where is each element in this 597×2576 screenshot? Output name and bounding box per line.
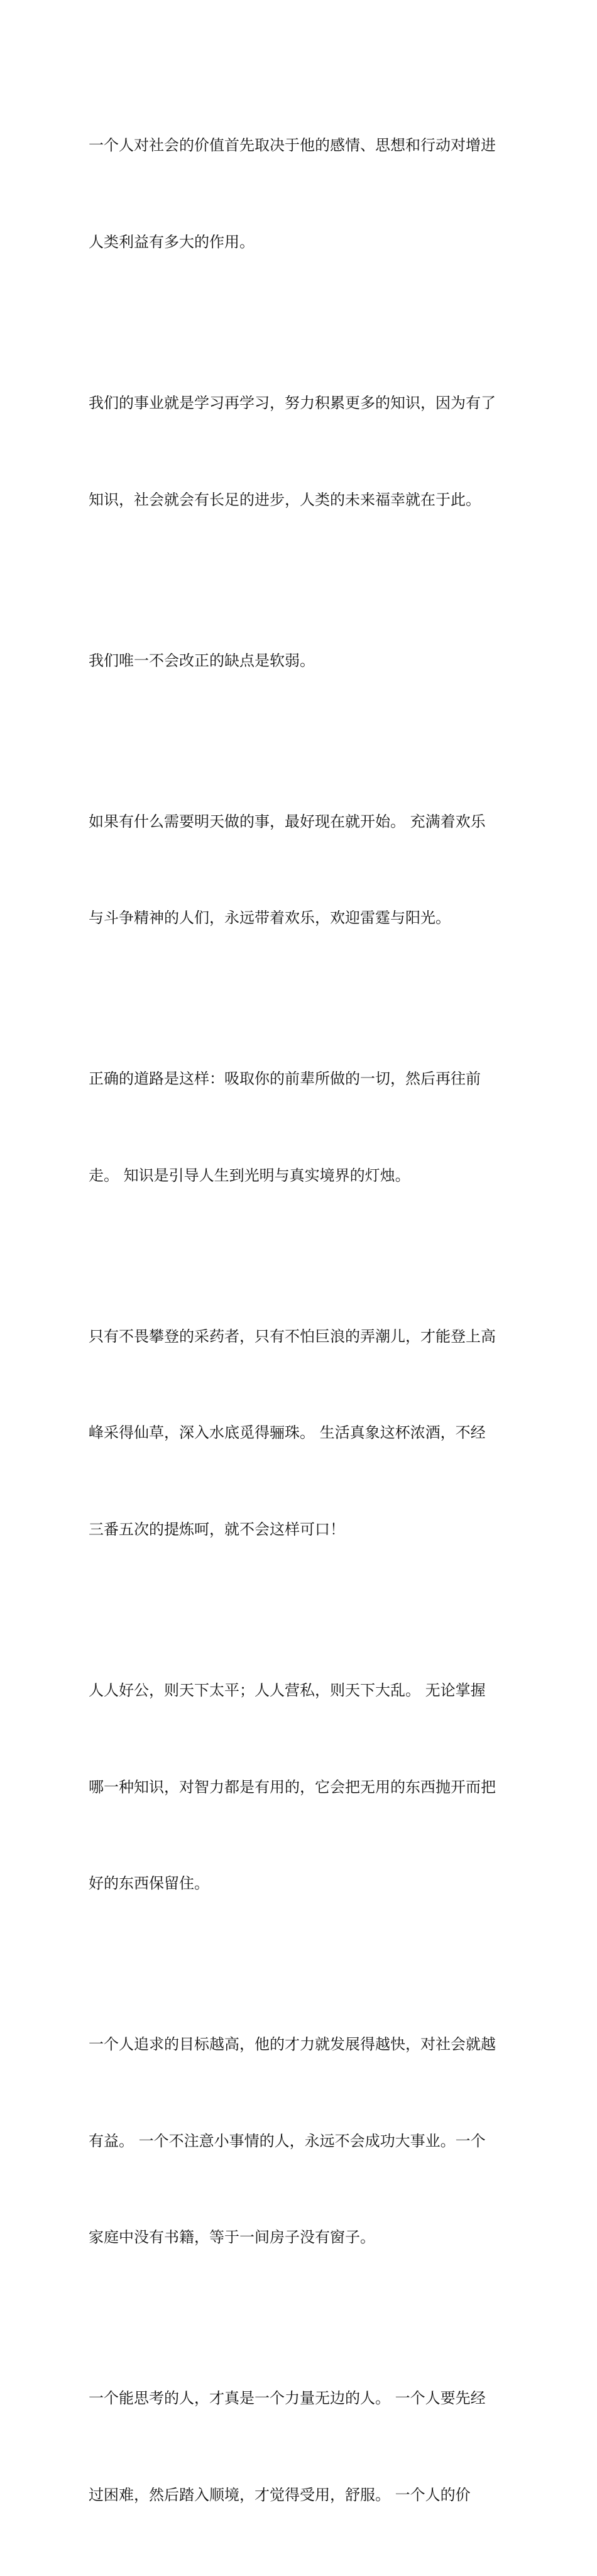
text-line: 家庭中没有书籍，等于一间房子没有窗子。 <box>89 2228 375 2247</box>
text-line: 我们的事业就是学习再学习，努力积累更多的知识，因为有了 <box>89 394 496 412</box>
paragraph-7 <box>89 1610 516 1964</box>
paragraph-2 <box>89 323 516 581</box>
text-line: 好的东西保留住。 <box>89 1874 209 1893</box>
paragraph-5 <box>89 999 516 1257</box>
text-line: 哪一种知识，对智力都是有用的，它会把无用的东西抛开而把 <box>89 1778 496 1796</box>
text-line: 一个能思考的人，才真是一个力量无边的人。 一个人要先经 <box>89 2389 486 2408</box>
text-line: 过困难，然后踏入顺境，才觉得受用，舒服。 一个人的价 <box>89 2485 471 2504</box>
paragraph-8 <box>89 1964 516 2318</box>
text-line: 只有不畏攀登的采药者，只有不怕巨浪的弄潮儿，才能登上高 <box>89 1327 496 1345</box>
text-line: 三番五次的提炼呵，就不会这样可口！ <box>89 1520 345 1538</box>
text-line: 人类利益有多大的作用。 <box>89 233 255 251</box>
text-line: 峰采得仙草，深入水底觅得骊珠。 生活真象这杯浓酒，不经 <box>89 1424 486 1442</box>
paragraph-6 <box>89 1256 516 1610</box>
text-line: 走。 知识是引导人生到光明与真实境界的灯烛。 <box>89 1166 410 1184</box>
document-body <box>89 65 516 2576</box>
text-line: 人人好公，则天下太平；人人营私，则天下大乱。 无论掌握 <box>89 1681 486 1699</box>
text-line: 一个人追求的目标越高，他的才力就发展得越快，对社会就越 <box>89 2035 496 2054</box>
paragraph-3 <box>89 580 516 741</box>
text-line: 如果有什么需要明天做的事，最好现在就开始。 充满着欢乐 <box>89 812 486 830</box>
text-line: 知识，社会就会有长足的进步，人类的未来福幸就在于此。 <box>89 490 481 509</box>
text-line: 我们唯一不会改正的缺点是软弱。 <box>89 651 315 669</box>
text-line: 有益。 一个不注意小事情的人，永远不会成功大事业。一个 <box>89 2132 486 2150</box>
text-line: 一个人对社会的价值首先取决于他的感情、思想和行动对增进 <box>89 136 496 155</box>
paragraph-4 <box>89 741 516 999</box>
paragraph-1 <box>89 65 516 323</box>
paragraph-9 <box>89 2318 516 2576</box>
text-line: 正确的道路是这样：吸取你的前辈所做的一切，然后再往前 <box>89 1070 481 1088</box>
text-line: 与斗争精神的人们，永远带着欢乐，欢迎雷霆与阳光。 <box>89 909 451 927</box>
